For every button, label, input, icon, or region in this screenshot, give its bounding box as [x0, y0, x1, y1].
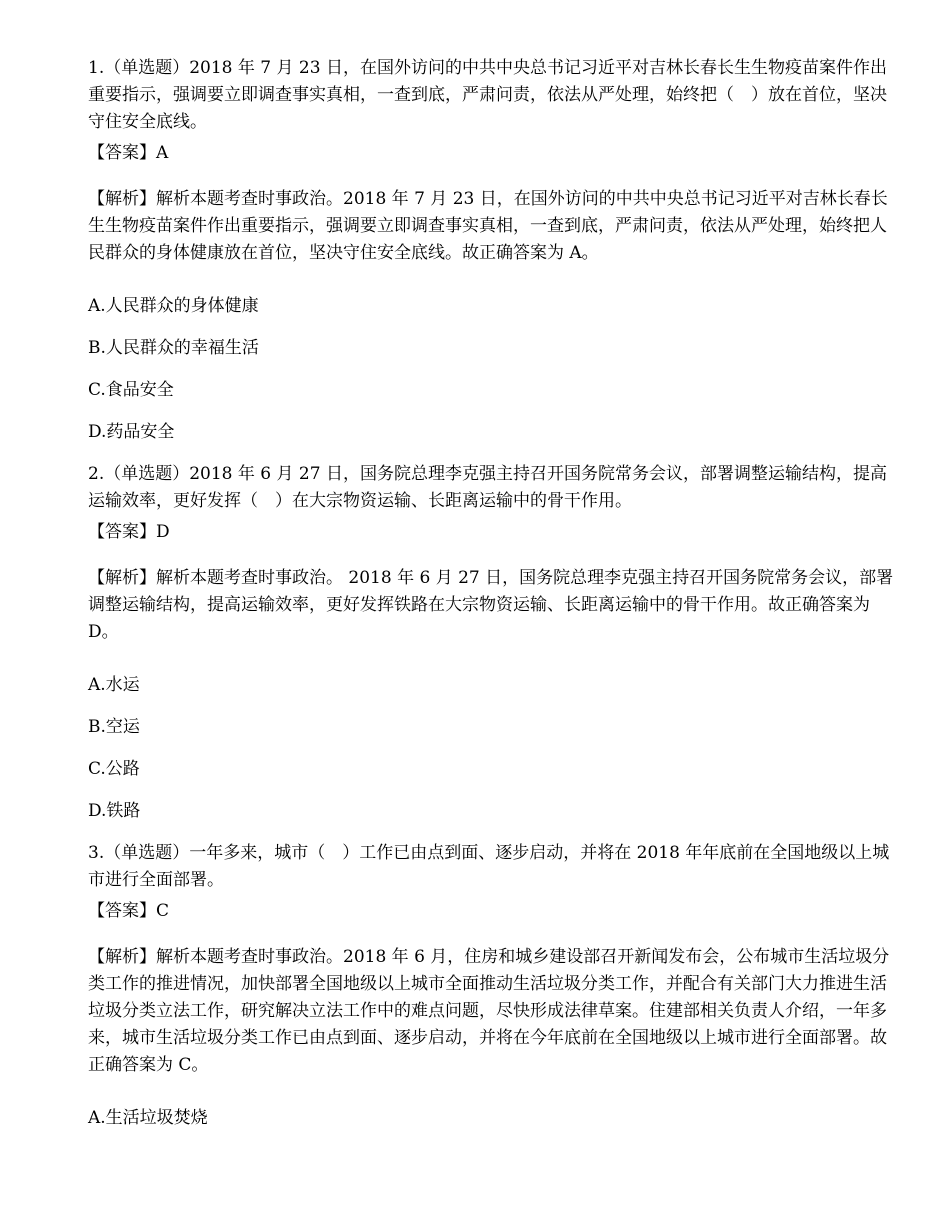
question-stem: 2.（单选题）2018 年 6 月 27 日，国务院总理李克强主持召开国务院常务会议，部署调整运输结构，提高运输效率，更好发挥（ ）在大宗物资运输、长距离运输中的骨干作用。 — [88, 464, 887, 511]
question-stem: 1.（单选题）2018 年 7 月 23 日，在国外访问的中共中央总书记习近平对吉林长春长生生物疫苗案件作出重要指示，强调要立即调查事实真相，一查到底，严肃问责，依法从严处理，始终把（ ）放在首位，坚决守住安全底线。 — [88, 58, 887, 132]
question-answer: 【答案】A — [88, 143, 169, 163]
question-answer: 【答案】C — [88, 901, 170, 921]
question-answer: 【答案】D — [88, 522, 170, 542]
question-3 — [88, 840, 894, 1132]
option-a: A.生活垃圾焚烧 — [88, 1108, 208, 1128]
option-list — [88, 293, 894, 446]
question-2 — [88, 461, 894, 825]
question-1 — [88, 55, 894, 446]
question-stem: 3.（单选题）一年多来，城市（ ）工作已由点到面、逐步启动，并将在 2018 年年底前在全国地级以上城市进行全面部署。 — [88, 843, 890, 890]
question-analysis: 【解析】解析本题考查时事政治。2018 年 6 月，住房和城乡建设部召开新闻发布会，公布城市生活垃圾分类工作的推进情况，加快部署全国地级以上城市全面推动生活垃圾分类工作，并配合有关部门大力推进生活垃圾分类立法工作，研究解决立法工作中的难点问题，尽快形成法律草案。住建部相关负责人介绍，一年多来，城市生活垃圾分类工作已由点到面、逐步启动，并将在今年底前在全国地级以上城市进行全面部署。故正确答案为 C。 — [88, 947, 890, 1075]
option-c: C.公路 — [88, 759, 140, 779]
option-list — [88, 672, 894, 825]
question-analysis: 【解析】解析本题考查时事政治。 2018 年 6 月 27 日，国务院总理李克强主持召开国务院常务会议，部署调整运输结构，提高运输效率，更好发挥铁路在大宗物资运输、长距离运输中的骨干作用。故正确答案为 D。 — [88, 568, 894, 642]
option-b: B.人民群众的幸福生活 — [88, 338, 259, 358]
option-a: A.人民群众的身体健康 — [88, 296, 259, 316]
option-a: A.水运 — [88, 675, 140, 695]
option-list — [88, 1105, 894, 1132]
option-c: C.食品安全 — [88, 380, 174, 400]
option-d: D.铁路 — [88, 801, 141, 821]
option-b: B.空运 — [88, 717, 140, 737]
option-d: D.药品安全 — [88, 422, 175, 442]
question-analysis: 【解析】解析本题考查时事政治。2018 年 7 月 23 日，在国外访问的中共中央总书记习近平对吉林长春长生生物疫苗案件作出重要指示，强调要立即调查事实真相，一查到底，严肃问责，依法从严处理，始终把人民群众的身体健康放在首位，坚决守住安全底线。故正确答案为 A。 — [88, 189, 888, 263]
